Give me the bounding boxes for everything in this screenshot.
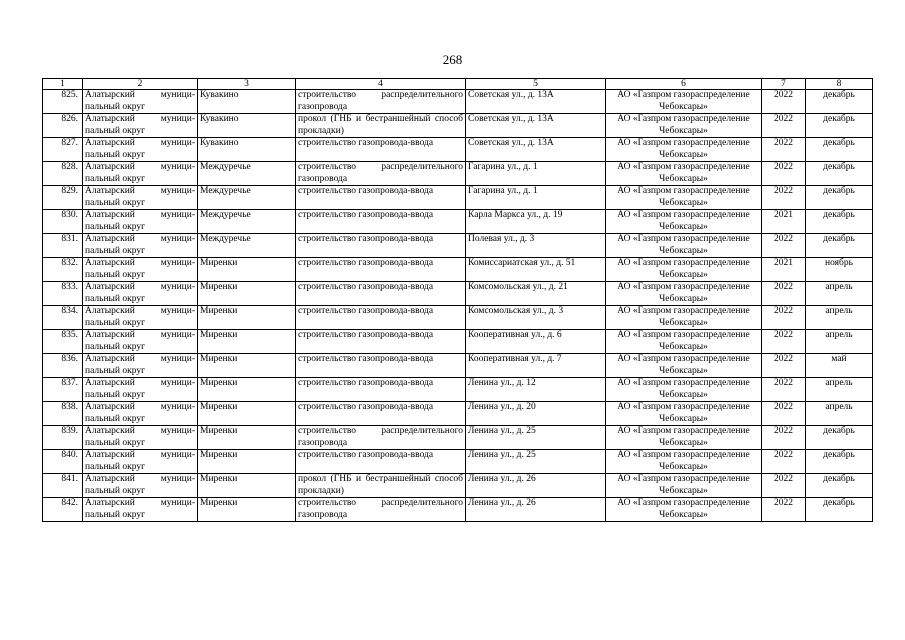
column-header: 5	[466, 79, 606, 90]
column-header: 4	[296, 79, 466, 90]
work-type-cell: строительство газопровода-ввода	[296, 138, 466, 162]
address-cell: Кооперативная ул., д. 7	[466, 354, 606, 378]
column-header: 8	[806, 79, 873, 90]
month-cell: декабрь	[806, 186, 873, 210]
month-cell: апрель	[806, 282, 873, 306]
row-number-cell: 840.	[43, 450, 83, 474]
table-row	[43, 330, 873, 354]
district-cell: Алатырский муници-пальный округ	[83, 186, 198, 210]
district-cell: Алатырский муници-пальный округ	[83, 330, 198, 354]
organization-cell: АО «Газпром газораспределение Чебоксары»	[606, 162, 762, 186]
table-row	[43, 162, 873, 186]
work-type-cell: строительство распределительного газопровода	[296, 90, 466, 114]
table-row	[43, 114, 873, 138]
row-number-cell: 826.	[43, 114, 83, 138]
row-number-cell: 828.	[43, 162, 83, 186]
table-row	[43, 258, 873, 282]
table-row	[43, 474, 873, 498]
district-cell: Алатырский муници-пальный округ	[83, 498, 198, 522]
work-type-cell: строительство газопровода-ввода	[296, 306, 466, 330]
locality-cell: Миренки	[198, 306, 296, 330]
organization-cell: АО «Газпром газораспределение Чебоксары»	[606, 210, 762, 234]
address-cell: Ленина ул., д. 26	[466, 474, 606, 498]
month-cell: апрель	[806, 378, 873, 402]
table-row	[43, 378, 873, 402]
district-cell: Алатырский муници-пальный округ	[83, 138, 198, 162]
address-cell: Ленина ул., д. 20	[466, 402, 606, 426]
month-cell: декабрь	[806, 498, 873, 522]
month-cell: ноябрь	[806, 258, 873, 282]
year-cell: 2022	[762, 330, 806, 354]
work-type-cell: строительство газопровода-ввода	[296, 282, 466, 306]
column-header: 1	[43, 79, 83, 90]
row-number-cell: 842.	[43, 498, 83, 522]
month-cell: декабрь	[806, 234, 873, 258]
organization-cell: АО «Газпром газораспределение Чебоксары»	[606, 306, 762, 330]
locality-cell: Миренки	[198, 354, 296, 378]
address-cell: Ленина ул., д. 12	[466, 378, 606, 402]
work-type-cell: строительство газопровода-ввода	[296, 234, 466, 258]
gasification-table	[42, 78, 873, 522]
work-type-cell: строительство распределительного газопровода	[296, 498, 466, 522]
table-row	[43, 450, 873, 474]
organization-cell: АО «Газпром газораспределение Чебоксары»	[606, 498, 762, 522]
year-cell: 2022	[762, 186, 806, 210]
address-cell: Комсомольская ул., д. 21	[466, 282, 606, 306]
locality-cell: Миренки	[198, 450, 296, 474]
row-number-cell: 827.	[43, 138, 83, 162]
work-type-cell: строительство газопровода-ввода	[296, 450, 466, 474]
district-cell: Алатырский муници-пальный округ	[83, 210, 198, 234]
table-row	[43, 498, 873, 522]
address-cell: Гагарина ул., д. 1	[466, 186, 606, 210]
district-cell: Алатырский муници-пальный округ	[83, 90, 198, 114]
organization-cell: АО «Газпром газораспределение Чебоксары»	[606, 138, 762, 162]
work-type-cell: прокол (ГНБ и бестраншейный способ прокладки)	[296, 474, 466, 498]
district-cell: Алатырский муници-пальный округ	[83, 258, 198, 282]
year-cell: 2022	[762, 306, 806, 330]
district-cell: Алатырский муници-пальный округ	[83, 354, 198, 378]
address-cell: Гагарина ул., д. 1	[466, 162, 606, 186]
header-row	[43, 79, 873, 90]
year-cell: 2022	[762, 162, 806, 186]
organization-cell: АО «Газпром газораспределение Чебоксары»	[606, 330, 762, 354]
organization-cell: АО «Газпром газораспределение Чебоксары»	[606, 186, 762, 210]
year-cell: 2022	[762, 282, 806, 306]
locality-cell: Междуречье	[198, 186, 296, 210]
locality-cell: Миренки	[198, 378, 296, 402]
organization-cell: АО «Газпром газораспределение Чебоксары»	[606, 402, 762, 426]
district-cell: Алатырский муници-пальный округ	[83, 114, 198, 138]
address-cell: Советская ул., д. 13А	[466, 114, 606, 138]
locality-cell: Междуречье	[198, 210, 296, 234]
table-row	[43, 234, 873, 258]
district-cell: Алатырский муници-пальный округ	[83, 378, 198, 402]
locality-cell: Миренки	[198, 330, 296, 354]
year-cell: 2022	[762, 378, 806, 402]
district-cell: Алатырский муници-пальный округ	[83, 234, 198, 258]
row-number-cell: 831.	[43, 234, 83, 258]
locality-cell: Миренки	[198, 474, 296, 498]
year-cell: 2022	[762, 402, 806, 426]
district-cell: Алатырский муници-пальный округ	[83, 162, 198, 186]
year-cell: 2022	[762, 450, 806, 474]
row-number-cell: 830.	[43, 210, 83, 234]
locality-cell: Миренки	[198, 258, 296, 282]
table-row	[43, 306, 873, 330]
column-header: 2	[83, 79, 198, 90]
organization-cell: АО «Газпром газораспределение Чебоксары»	[606, 90, 762, 114]
year-cell: 2022	[762, 138, 806, 162]
row-number-cell: 834.	[43, 306, 83, 330]
row-number-cell: 836.	[43, 354, 83, 378]
month-cell: декабрь	[806, 474, 873, 498]
month-cell: декабрь	[806, 114, 873, 138]
address-cell: Комсомольская ул., д. 3	[466, 306, 606, 330]
work-type-cell: прокол (ГНБ и бестраншейный способ прокладки)	[296, 114, 466, 138]
organization-cell: АО «Газпром газораспределение Чебоксары»	[606, 378, 762, 402]
district-cell: Алатырский муници-пальный округ	[83, 474, 198, 498]
work-type-cell: строительство распределительного газопровода	[296, 162, 466, 186]
locality-cell: Междуречье	[198, 162, 296, 186]
month-cell: декабрь	[806, 162, 873, 186]
organization-cell: АО «Газпром газораспределение Чебоксары»	[606, 474, 762, 498]
row-number-cell: 825.	[43, 90, 83, 114]
district-cell: Алатырский муници-пальный округ	[83, 426, 198, 450]
month-cell: апрель	[806, 330, 873, 354]
locality-cell: Междуречье	[198, 234, 296, 258]
month-cell: декабрь	[806, 450, 873, 474]
locality-cell: Кувакино	[198, 90, 296, 114]
year-cell: 2022	[762, 234, 806, 258]
row-number-cell: 841.	[43, 474, 83, 498]
address-cell: Ленина ул., д. 25	[466, 426, 606, 450]
row-number-cell: 829.	[43, 186, 83, 210]
month-cell: декабрь	[806, 138, 873, 162]
year-cell: 2021	[762, 210, 806, 234]
locality-cell: Кувакино	[198, 114, 296, 138]
column-header: 6	[606, 79, 762, 90]
year-cell: 2022	[762, 498, 806, 522]
address-cell: Советская ул., д. 13А	[466, 138, 606, 162]
year-cell: 2022	[762, 426, 806, 450]
table-row	[43, 210, 873, 234]
work-type-cell: строительство газопровода-ввода	[296, 378, 466, 402]
organization-cell: АО «Газпром газораспределение Чебоксары»	[606, 282, 762, 306]
work-type-cell: строительство газопровода-ввода	[296, 330, 466, 354]
organization-cell: АО «Газпром газораспределение Чебоксары»	[606, 258, 762, 282]
locality-cell: Кувакино	[198, 138, 296, 162]
organization-cell: АО «Газпром газораспределение Чебоксары»	[606, 426, 762, 450]
address-cell: Кооперативная ул., д. 6	[466, 330, 606, 354]
organization-cell: АО «Газпром газораспределение Чебоксары»	[606, 354, 762, 378]
work-type-cell: строительство газопровода-ввода	[296, 210, 466, 234]
year-cell: 2022	[762, 114, 806, 138]
page-number: 268	[442, 52, 463, 67]
locality-cell: Миренки	[198, 402, 296, 426]
address-cell: Советская ул., д. 13А	[466, 90, 606, 114]
year-cell: 2022	[762, 90, 806, 114]
work-type-cell: строительство газопровода-ввода	[296, 258, 466, 282]
work-type-cell: строительство газопровода-ввода	[296, 186, 466, 210]
table-row	[43, 402, 873, 426]
work-type-cell: строительство газопровода-ввода	[296, 354, 466, 378]
work-type-cell: строительство газопровода-ввода	[296, 402, 466, 426]
locality-cell: Миренки	[198, 426, 296, 450]
year-cell: 2022	[762, 354, 806, 378]
row-number-cell: 833.	[43, 282, 83, 306]
table-row	[43, 138, 873, 162]
month-cell: апрель	[806, 402, 873, 426]
row-number-cell: 837.	[43, 378, 83, 402]
table-row	[43, 282, 873, 306]
locality-cell: Миренки	[198, 498, 296, 522]
row-number-cell: 835.	[43, 330, 83, 354]
organization-cell: АО «Газпром газораспределение Чебоксары»	[606, 234, 762, 258]
organization-cell: АО «Газпром газораспределение Чебоксары»	[606, 450, 762, 474]
column-header: 3	[198, 79, 296, 90]
year-cell: 2022	[762, 474, 806, 498]
row-number-cell: 838.	[43, 402, 83, 426]
month-cell: декабрь	[806, 90, 873, 114]
district-cell: Алатырский муници-пальный округ	[83, 450, 198, 474]
year-cell: 2021	[762, 258, 806, 282]
organization-cell: АО «Газпром газораспределение Чебоксары»	[606, 114, 762, 138]
row-number-cell: 832.	[43, 258, 83, 282]
district-cell: Алатырский муници-пальный округ	[83, 306, 198, 330]
table-row	[43, 186, 873, 210]
district-cell: Алатырский муници-пальный округ	[83, 282, 198, 306]
month-cell: декабрь	[806, 426, 873, 450]
address-cell: Комиссариатская ул., д. 51	[466, 258, 606, 282]
address-cell: Ленина ул., д. 26	[466, 498, 606, 522]
district-cell: Алатырский муници-пальный округ	[83, 402, 198, 426]
address-cell: Ленина ул., д. 25	[466, 450, 606, 474]
address-cell: Полевая ул., д. 3	[466, 234, 606, 258]
row-number-cell: 839.	[43, 426, 83, 450]
table-row	[43, 354, 873, 378]
table-row	[43, 90, 873, 114]
work-type-cell: строительство распределительного газопровода	[296, 426, 466, 450]
address-cell: Карла Маркса ул., д. 19	[466, 210, 606, 234]
month-cell: декабрь	[806, 210, 873, 234]
month-cell: май	[806, 354, 873, 378]
table-row	[43, 426, 873, 450]
month-cell: апрель	[806, 306, 873, 330]
column-header: 7	[762, 79, 806, 90]
locality-cell: Миренки	[198, 282, 296, 306]
